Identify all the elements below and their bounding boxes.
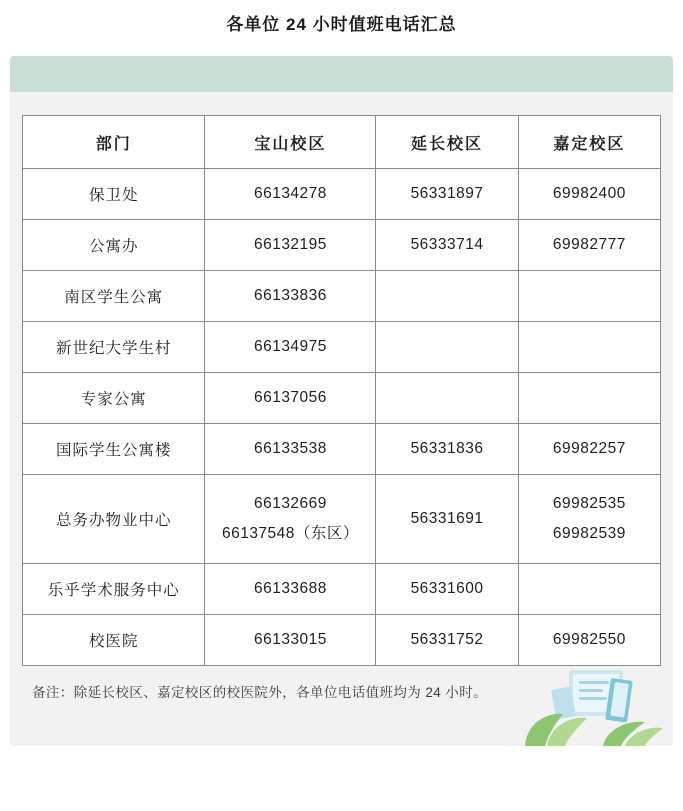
cell-jiading (518, 271, 660, 322)
column-header-dept: 部门 (23, 116, 205, 169)
cell-dept: 专家公寓 (23, 373, 205, 424)
cell-yanchang (376, 373, 518, 424)
cell-baoshan: 66134278 (205, 169, 376, 220)
cell-baoshan: 66134975 (205, 322, 376, 373)
table-row (23, 475, 661, 564)
table-row (23, 373, 661, 424)
cell-jiading (518, 475, 660, 564)
table-row (23, 169, 661, 220)
cell-baoshan-line-1: 66132669 (253, 495, 327, 512)
table-header-row (23, 116, 661, 169)
cell-baoshan: 66133688 (205, 564, 376, 615)
cell-jiading (518, 322, 660, 373)
cell-jiading: 69982400 (518, 169, 660, 220)
cell-jiading (518, 373, 660, 424)
cell-yanchang: 56331836 (376, 424, 518, 475)
table-row (23, 615, 661, 666)
table-row (23, 564, 661, 615)
cell-yanchang: 56331600 (376, 564, 518, 615)
cell-jiading-line-2: 69982539 (552, 525, 626, 542)
cell-jiading: 69982257 (518, 424, 660, 475)
phone-table (22, 115, 661, 666)
page-title: 各单位 24 小时值班电话汇总 (226, 15, 457, 34)
table-row (23, 271, 661, 322)
cell-baoshan: 66132195 (205, 220, 376, 271)
cell-baoshan: 66133836 (205, 271, 376, 322)
cell-jiading-line-1: 69982535 (552, 495, 626, 512)
cell-baoshan: 66137056 (205, 373, 376, 424)
column-header-baoshan: 宝山校区 (205, 116, 376, 169)
cell-yanchang (376, 271, 518, 322)
cell-dept: 公寓办 (23, 220, 205, 271)
cell-dept: 校医院 (23, 615, 205, 666)
cell-baoshan-line-2: 66137548（东区） (221, 525, 359, 542)
cell-yanchang (376, 322, 518, 373)
table-row (23, 424, 661, 475)
table-row (23, 220, 661, 271)
cell-dept: 南区学生公寓 (23, 271, 205, 322)
cell-jiading: 69982550 (518, 615, 660, 666)
cell-dept: 国际学生公寓楼 (23, 424, 205, 475)
cell-jiading: 69982777 (518, 220, 660, 271)
cell-dept: 保卫处 (23, 169, 205, 220)
cell-baoshan: 66133015 (205, 615, 376, 666)
phone-table-wrapper (22, 115, 661, 666)
cell-yanchang: 56331752 (376, 615, 518, 666)
cell-baoshan: 66133538 (205, 424, 376, 475)
cell-dept: 新世纪大学生村 (23, 322, 205, 373)
table-row (23, 322, 661, 373)
card-top-band (10, 56, 673, 92)
footnote: 备注：除延长校区、嘉定校区的校医院外，各单位电话值班均为 24 小时。 (32, 685, 488, 700)
content-card (10, 56, 673, 746)
decorative-books-illustration (507, 656, 667, 746)
cell-jiading (518, 564, 660, 615)
cell-baoshan (205, 475, 376, 564)
cell-yanchang: 56333714 (376, 220, 518, 271)
cell-yanchang: 56331897 (376, 169, 518, 220)
column-header-yanchang: 延长校区 (376, 116, 518, 169)
column-header-jiading: 嘉定校区 (518, 116, 660, 169)
cell-yanchang: 56331691 (376, 475, 518, 564)
cell-dept: 乐乎学术服务中心 (23, 564, 205, 615)
cell-dept: 总务办物业中心 (23, 475, 205, 564)
